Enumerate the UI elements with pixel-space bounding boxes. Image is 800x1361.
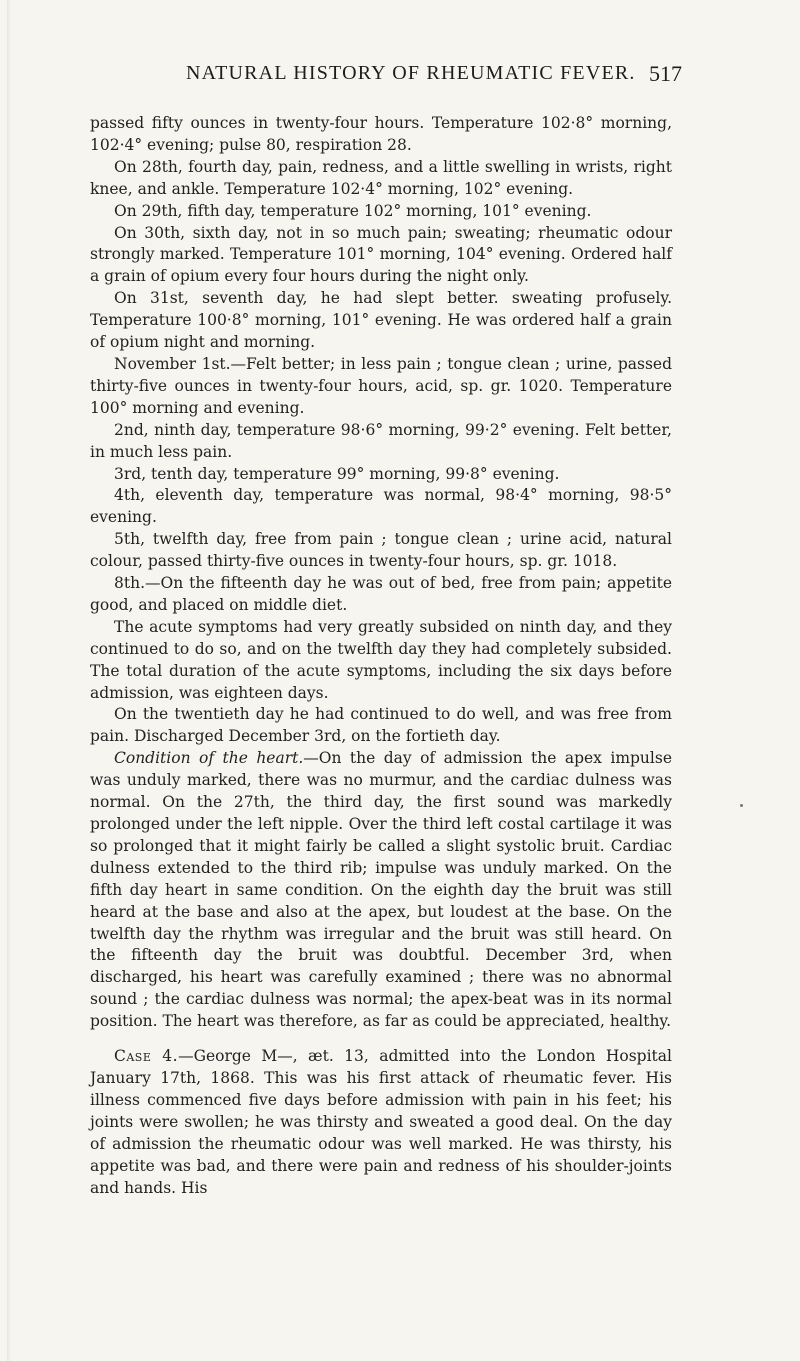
paragraph: 3rd, tenth day, temperature 99° morning, 99·8° evening. xyxy=(114,464,560,483)
paragraph: On 28th, fourth day, pain, redness, and a little swelling in wrists, right knee, and ankle. Temperature 102·4° morning, 102° evening. xyxy=(90,157,672,198)
paragraph: On 31st, seventh day, he had slept better. sweating profusely. Temperature 100·8° morning, 101° evening. He was ordered half a grain of opium night and morning. xyxy=(90,289,672,352)
binding-shadow xyxy=(7,0,11,1361)
page-number: 517 xyxy=(649,61,682,86)
heart-condition-paragraph xyxy=(90,748,672,1033)
paragraph: 4th, eleventh day, temperature was normal, 98·4° morning, 98·5° evening. xyxy=(90,486,672,527)
paragraph: On 30th, sixth day, not in so much pain; sweating; rheumatic odour strongly marked. Temperature 101° morning, 104° evening. Ordered half a grain of opium every four hours during the night only. xyxy=(90,223,672,286)
heart-condition-label: Condition of the heart. xyxy=(114,749,304,768)
heart-condition-text: —On the day of admission the apex impulse was unduly marked, there was no murmur, and the cardiac dulness was normal. On the 27th, the third day, the first sound was markedly prolonged under the left nipple. Over the third left costal cartilage it was so prolonged that it might fairly be called a slight systolic bruit. Cardiac dulness extended to the third rib; impulse was unduly marked. On the fifth day heart in same condition. On the eighth day the bruit was still heard at the base and also at the apex, but loudest at the base. On the twelfth day the rhythm was irregular and the bruit was still heard. On the fifteenth day the bruit was doubtful. December 3rd, when discharged, his heart was carefully examined ; there was no abnormal sound ; the cardiac dulness was normal; the apex-beat was in its normal position. The heart was therefore, as far as could be appreciated, healthy. xyxy=(90,749,673,1031)
case-paragraph xyxy=(90,1046,672,1199)
case-label: Case 4. xyxy=(114,1047,179,1066)
paragraph: The acute symptoms had very greatly subsided on ninth day, and they continued to do so, and on the twelfth day they had completely subsided. The total duration of the acute symptoms, including the six days before admission, was eighteen days. xyxy=(90,617,672,702)
case-text: —George M—, æt. 13, admitted into the London Hospital January 17th, 1868. This was his first attack of rheumatic fever. His illness commenced five days before admission with pain in his feet; his joints were swollen; he was thirsty and sweated a good deal. On the day of admission the rheumatic odour was well marked. He was thirsty, his appetite was bad, and there were pain and redness of his shoulder-joints and hands. His xyxy=(90,1047,672,1197)
paragraph: 2nd, ninth day, temperature 98·6° morning, 99·2° evening. Felt better, in much less pain. xyxy=(90,420,672,461)
paragraph: 8th.—On the fifteenth day he was out of bed, free from pain; appetite good, and placed on middle diet. xyxy=(90,574,672,614)
paragraph: November 1st.—Felt better; in less pain ; tongue clean ; urine, passed thirty-five ounces in twenty-four hours, acid, sp. gr. 1020. Temperature 100° morning and evening. xyxy=(90,354,672,417)
page-header xyxy=(0,62,800,92)
paragraph: On the twentieth day he had continued to do well, and was free from pain. Discharged December 3rd, on the fortieth day. xyxy=(90,705,672,746)
paragraph: On 29th, fifth day, temperature 102° morning, 101° evening. xyxy=(114,201,592,220)
running-title: NATURAL HISTORY OF RHEUMATIC FEVER. xyxy=(186,62,636,84)
body-text xyxy=(90,113,672,1199)
paragraph: passed fifty ounces in twenty-four hours. Temperature 102·8° morning, 102·4° evening; pulse 80, respiration 28. xyxy=(90,114,672,154)
paragraph: 5th, twelfth day, free from pain ; tongue clean ; urine acid, natural colour, passed thirty-five ounces in twenty-four hours, sp. gr. 1018. xyxy=(90,530,672,571)
print-speck xyxy=(740,804,743,807)
